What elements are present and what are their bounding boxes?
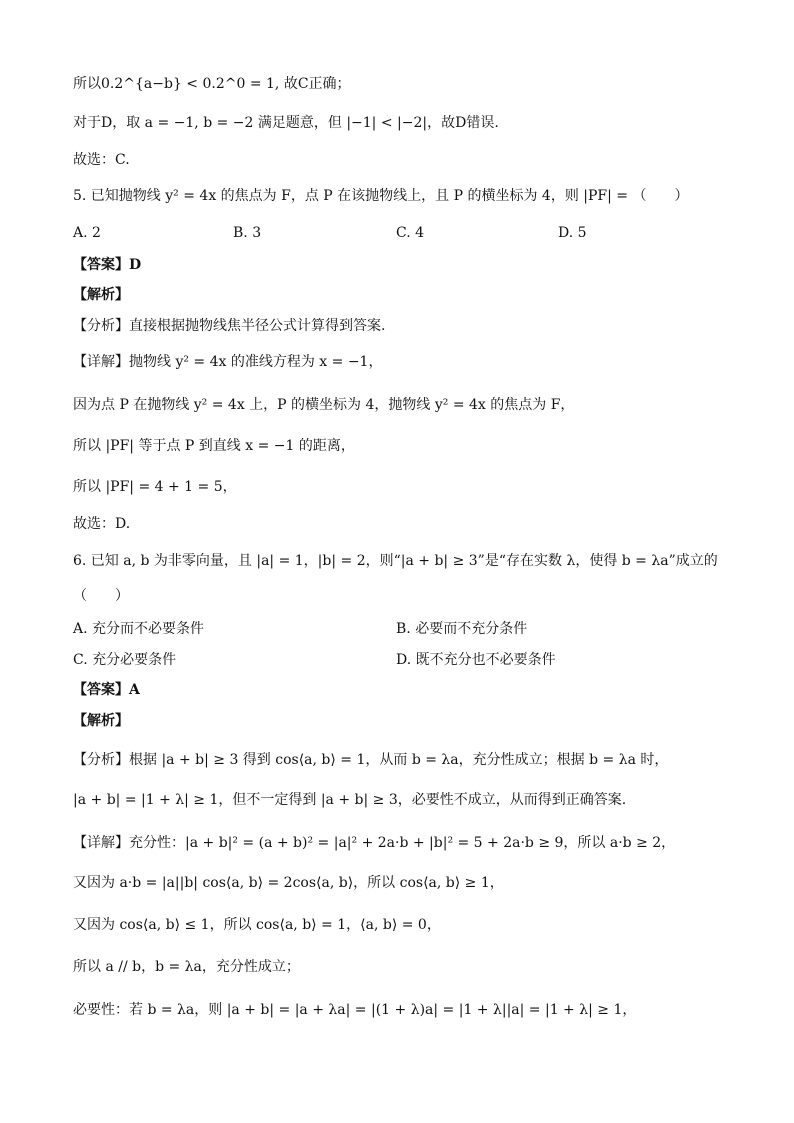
text-line: 又因为 cos⟨a, b⟩ ≤ 1，所以 cos⟨a, b⟩ = 1，⟨a, b⟩ = 0， bbox=[73, 917, 441, 933]
text-line: 【详解】充分性：|a + b|² = (a + b)² = |a|² + 2a·b + |b|² = 5 + 2a·b ≥ 9，所以 a·b ≥ 2， bbox=[73, 835, 676, 851]
analysis-heading: 【解析】 bbox=[73, 713, 129, 729]
text-line: 对于D，取 a = −1, b = −2 满足题意，但 |−1| < |−2|，故D错误. bbox=[73, 115, 499, 131]
text-line: 【详解】抛物线 y² = 4x 的准线方程为 x = −1， bbox=[73, 354, 383, 370]
q5-option-a: A. 2 bbox=[73, 225, 101, 241]
text-line: 【分析】根据 |a + b| ≥ 3 得到 cos⟨a, b⟩ = 1，从而 b = λa，充分性成立；根据 b = λa 时， bbox=[73, 752, 669, 768]
text-line: 所以 |PF| 等于点 P 到直线 x = −1 的距离， bbox=[73, 438, 355, 454]
q5-option-b: B. 3 bbox=[233, 225, 262, 241]
text-line: 故选：D. bbox=[73, 516, 131, 532]
text-line: 必要性：若 b = λa，则 |a + b| = |a + λa| = |(1 + λ)a| = |1 + λ||a| = |1 + λ| ≥ 1， bbox=[73, 1002, 637, 1018]
question-5-stem: 5. 已知抛物线 y² = 4x 的焦点为 F，点 P 在该抛物线上，且 P 的横坐标为 4，则 |PF| = （ ） bbox=[73, 188, 689, 204]
q6-option-b: B. 必要而不充分条件 bbox=[396, 621, 528, 637]
text-line: 所以 |PF| = 4 + 1 = 5， bbox=[73, 479, 237, 495]
text-line: 又因为 a·b = |a||b| cos⟨a, b⟩ = 2cos⟨a, b⟩，所以 cos⟨a, b⟩ ≥ 1， bbox=[73, 875, 504, 891]
answer-label: 【答案】A bbox=[73, 682, 140, 698]
q6-option-d: D. 既不充分也不必要条件 bbox=[396, 652, 556, 668]
text-line: 所以0.2^{a−b} < 0.2^0 = 1, 故C正确； bbox=[73, 76, 351, 92]
answer-label: 【答案】D bbox=[73, 257, 142, 273]
q6-option-c: C. 充分必要条件 bbox=[73, 652, 177, 668]
question-6-stem: 6. 已知 a, b 为非零向量，且 |a| = 1，|b| = 2，则“|a + b| ≥ 3”是“存在实数 λ，使得 b = λa”成立的 bbox=[73, 553, 718, 569]
text-line: 所以 a // b，b = λa，充分性成立； bbox=[73, 959, 300, 975]
analysis-heading: 【解析】 bbox=[73, 287, 129, 303]
text-line: 故选：C. bbox=[73, 152, 130, 168]
text-line: 因为点 P 在抛物线 y² = 4x 上，P 的横坐标为 4，抛物线 y² = 4x 的焦点为 F， bbox=[73, 397, 575, 413]
q6-option-a: A. 充分而不必要条件 bbox=[73, 621, 205, 637]
text-line: 【分析】直接根据抛物线焦半径公式计算得到答案. bbox=[73, 318, 386, 334]
text-line: （ ） bbox=[73, 588, 129, 604]
q5-option-c: C. 4 bbox=[396, 225, 425, 241]
q5-option-d: D. 5 bbox=[558, 225, 587, 241]
text-line: |a + b| = |1 + λ| ≥ 1，但不一定得到 |a + b| ≥ 3，必要性不成立，从而得到正确答案. bbox=[73, 792, 627, 808]
